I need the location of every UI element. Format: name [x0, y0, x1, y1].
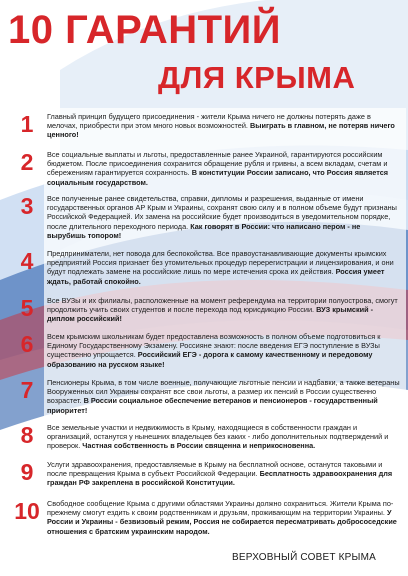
title-line-1: 10 ГАРАНТИЙ — [8, 8, 282, 52]
guarantee-number: 3 — [20, 193, 34, 219]
guarantee-text — [47, 112, 401, 140]
guarantee-text — [47, 150, 401, 187]
guarantee-bold: ВУЗ крымский - диплом российский! — [47, 305, 374, 324]
guarantee-text — [47, 194, 401, 240]
guarantee-bold: В России социальное обеспечение ветеранов и пенсионеров - государственный приоритет! — [47, 396, 378, 415]
guarantee-4 — [10, 249, 402, 286]
guarantee-body: Свободное сообщение Крыма с другими областями Украины должно сохраниться. Жители Крыма по-прежнему смогут ездить к своим родственникам и друзьям, проживающим на территории Украины. — [47, 499, 394, 518]
guarantee-number: 9 — [20, 459, 34, 485]
guarantee-bold: Российский ЕГЭ - дорога к самому качественному и передовому образованию на русском языке! — [47, 350, 373, 369]
guarantee-text — [47, 423, 401, 451]
guarantee-number: 1 — [20, 111, 34, 137]
guarantee-text — [47, 296, 401, 324]
guarantee-text — [47, 332, 401, 369]
guarantee-bold: Россия умеет ждать, работай спокойно. — [47, 267, 385, 286]
guarantee-number: 6 — [20, 331, 34, 357]
guarantee-body: Всем крымским школьникам будет предоставлена возможность в полном объеме подготовиться к Единому Государственному Экзамену. Россияне знают: после введения ЕГЭ поступление в ВУЗы существенно упрощается. — [47, 332, 381, 360]
guarantee-bold: Частная собственность в России священна и неприкосновенна. — [82, 441, 316, 451]
guarantee-number: 8 — [20, 422, 34, 448]
guarantee-text — [47, 499, 401, 536]
guarantee-text — [47, 460, 401, 488]
guarantee-body: Все ВУЗы и их филиалы, расположенные на момент референдума на территории полуострова, смогут продолжить учить своих студентов и после перехода под юрисдикцию России. — [47, 296, 398, 315]
guarantee-bold: Как говорят в России: что написано пером - не вырубишь топором! — [47, 221, 361, 240]
guarantee-body: Все земельные участки и недвижимость в Крыму, находящиеся в собственности граждан и организаций, останутся у нынешних владельцев без каких - либо дополнительных подтверждений и проверок. — [47, 423, 389, 451]
guarantee-body: Главный принцип будущего присоединения - жители Крыма ничего не должны потерять даже в мелочах, приобрести при этом много новых возможностей. — [47, 112, 371, 131]
guarantee-bold: Выиграть в главном, не потеряв ничего ценного! — [47, 121, 395, 140]
guarantee-2 — [10, 150, 402, 187]
guarantee-7 — [10, 378, 402, 415]
guarantee-body: Все полученные ранее свидетельства, справки, дипломы и разрешения, выданные от имени государственных органов АР Крым и Украины, сохранят свою силу и в полном объеме будут признаны Российской Федерацией. Их замена на российские будет производиться в уведомительном порядке, после длительного переходного периода. — [47, 194, 397, 231]
guarantee-number: 4 — [20, 248, 34, 274]
guarantee-bold: Бесплатность здравоохранения для граждан РФ закреплена в российской Конституции. — [47, 469, 393, 488]
guarantee-bold: У России и Украины - безвизовый режим, Россия не собирается пересматривать добрососедские отношения с братским украинским народом. — [47, 508, 397, 536]
guarantee-text — [47, 378, 401, 415]
guarantee-number: 7 — [20, 377, 34, 403]
guarantee-text — [47, 249, 401, 286]
title-line-2: ДЛЯ КРЫМА — [158, 60, 356, 95]
guarantee-1 — [10, 112, 402, 140]
guarantee-number: 5 — [20, 295, 34, 321]
guarantee-number: 2 — [20, 149, 34, 175]
guarantee-10 — [10, 499, 402, 536]
guarantee-5 — [10, 296, 402, 324]
guarantee-6 — [10, 332, 402, 369]
guarantee-body: Пенсионеры Крыма, в том числе военные, получающие льготные пенсии и надбавки, а также ветераны Вооруженных сил Украины сохранят все свои льготы, а размер их пенсий в России существенно возрастет. — [47, 378, 400, 406]
guarantee-3 — [10, 194, 402, 240]
guarantee-body: Все социальные выплаты и льготы, предоставленные ранее Украиной, гарантируются российским бюджетом. После присоединения сохранится обращение рубля и гривны, а всем вкладам, счетам и сбережениям гарантируется сохранность. — [47, 150, 388, 178]
guarantee-body: Услуги здравоохранения, предоставляемые в Крыму на бесплатной основе, останутся таковыми и после превращения Крыма в субъект Российской Федерации. — [47, 460, 383, 479]
guarantee-bold: В конституции России записано, что Россия является социальным государством. — [47, 168, 389, 187]
guarantee-number: 10 — [14, 498, 40, 524]
signature: ВЕРХОВНЫЙ СОВЕТ КРЫМА — [232, 552, 376, 563]
guarantee-9 — [10, 460, 402, 488]
guarantee-8 — [10, 423, 402, 451]
guarantee-body: Предприниматели, нет повода для беспокойства. Все правоустанавливающие документы крымских предприятий Россия признает без утомительных процедур перерегистрации и лицензирования, и они будут подлежать замене на российские лишь по мере истечения срока их действия. — [47, 249, 394, 277]
